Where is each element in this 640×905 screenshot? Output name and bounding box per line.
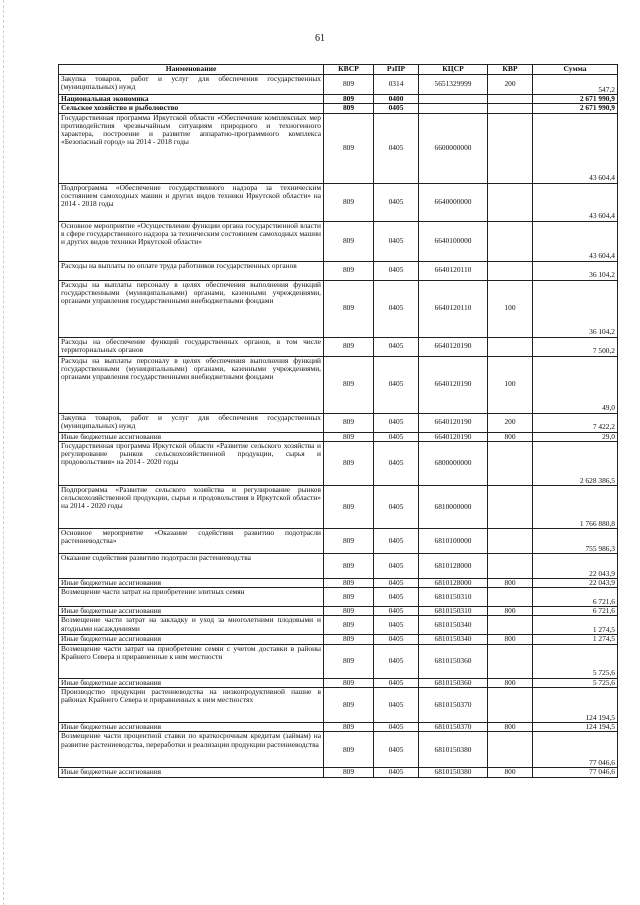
cell-kvsr: 809 bbox=[324, 588, 374, 607]
cell-rzpr: 0400 bbox=[374, 95, 419, 104]
cell-name: Подпрограмма «Развитие сельского хозяйства и регулирование рынков сельскохозяйственной продукции, сырья и продовольствия в Иркутской области» на 2014 - 2020 годы bbox=[59, 485, 324, 528]
cell-kvsr: 809 bbox=[324, 95, 374, 104]
cell-kvsr: 809 bbox=[324, 528, 374, 553]
cell-kcsr: 6810128000 bbox=[419, 578, 488, 587]
cell-kvr bbox=[488, 221, 533, 261]
table-row bbox=[59, 356, 618, 413]
cell-kvr: 800 bbox=[488, 635, 533, 644]
cell-kvsr: 809 bbox=[324, 337, 374, 356]
table-row bbox=[59, 261, 618, 280]
cell-kvr: 800 bbox=[488, 768, 533, 777]
cell-kvr bbox=[488, 732, 533, 768]
cell-rzpr: 0405 bbox=[374, 722, 419, 731]
header-kvr: КВР bbox=[488, 65, 533, 75]
cell-sum: 2 628 386,5 bbox=[533, 441, 618, 485]
table-row bbox=[59, 113, 618, 183]
table-row bbox=[59, 687, 618, 722]
cell-name: Иные бюджетные ассигнования bbox=[59, 432, 324, 441]
cell-sum: 1 274,5 bbox=[533, 635, 618, 644]
cell-name: Возмещение части затрат на приобретение элитных семян bbox=[59, 588, 324, 607]
cell-kvsr: 809 bbox=[324, 432, 374, 441]
page-number: 61 bbox=[315, 33, 325, 44]
cell-rzpr: 0405 bbox=[374, 578, 419, 587]
cell-kvr: 800 bbox=[488, 722, 533, 731]
cell-name: Возмещение части затрат на закладку и уход за многолетними плодовыми и ягодными насаждениями bbox=[59, 616, 324, 635]
cell-kvsr: 809 bbox=[324, 644, 374, 678]
cell-kvsr: 809 bbox=[324, 687, 374, 722]
cell-kvr bbox=[488, 113, 533, 183]
cell-name: Расходы на выплаты по оплате труда работников государственных органов bbox=[59, 261, 324, 280]
cell-kvsr: 809 bbox=[324, 221, 374, 261]
cell-kvr bbox=[488, 553, 533, 578]
cell-kvr: 800 bbox=[488, 678, 533, 687]
cell-kvr bbox=[488, 588, 533, 607]
cell-kcsr: 6810150310 bbox=[419, 588, 488, 607]
cell-rzpr: 0405 bbox=[374, 616, 419, 635]
cell-kvr bbox=[488, 687, 533, 722]
cell-sum: 2 671 990,9 bbox=[533, 95, 618, 104]
cell-rzpr: 0405 bbox=[374, 607, 419, 616]
cell-kvsr: 809 bbox=[324, 113, 374, 183]
cell-rzpr: 0405 bbox=[374, 588, 419, 607]
cell-kcsr: 6810150360 bbox=[419, 644, 488, 678]
cell-name: Возмещение части затрат на приобретение семян с учетом доставки в районы Крайнего Севера и приравненные к ним местности bbox=[59, 644, 324, 678]
cell-kcsr: 6810150380 bbox=[419, 732, 488, 768]
cell-kvsr: 809 bbox=[324, 678, 374, 687]
header-kcsr: КЦСР bbox=[419, 65, 488, 75]
cell-rzpr: 0405 bbox=[374, 687, 419, 722]
cell-kvr bbox=[488, 528, 533, 553]
cell-name: Возмещение части процентной ставки по краткосрочным кредитам (займам) на развитие растениеводства, переработки и реализации продукции растениеводства bbox=[59, 732, 324, 768]
cell-sum: 1 274,5 bbox=[533, 616, 618, 635]
cell-kvr bbox=[488, 337, 533, 356]
cell-kvsr: 809 bbox=[324, 607, 374, 616]
cell-kvsr: 809 bbox=[324, 104, 374, 113]
cell-name: Расходы на выплаты персоналу в целях обеспечения выполнения функций государственными (муниципальными) органами, казенными учреждениями, органами управления государственными внебюджетными фондами bbox=[59, 356, 324, 413]
cell-sum: 77 046,6 bbox=[533, 732, 618, 768]
cell-kcsr bbox=[419, 104, 488, 113]
cell-rzpr: 0405 bbox=[374, 644, 419, 678]
cell-rzpr: 0405 bbox=[374, 678, 419, 687]
cell-sum: 5 725,6 bbox=[533, 644, 618, 678]
cell-sum: 124 194,5 bbox=[533, 722, 618, 731]
cell-kvr: 100 bbox=[488, 280, 533, 337]
cell-sum: 36 104,2 bbox=[533, 280, 618, 337]
cell-rzpr: 0405 bbox=[374, 485, 419, 528]
cell-kvsr: 809 bbox=[324, 616, 374, 635]
cell-sum: 22 043,9 bbox=[533, 553, 618, 578]
table-row bbox=[59, 553, 618, 578]
cell-kcsr bbox=[419, 95, 488, 104]
table-row bbox=[59, 432, 618, 441]
cell-kvsr: 809 bbox=[324, 553, 374, 578]
cell-sum: 29,0 bbox=[533, 432, 618, 441]
cell-kvsr: 809 bbox=[324, 441, 374, 485]
cell-kvr: 800 bbox=[488, 578, 533, 587]
cell-kcsr: 6640120190 bbox=[419, 337, 488, 356]
cell-name: Закупка товаров, работ и услуг для обеспечения государственных (муниципальных) нужд bbox=[59, 75, 324, 95]
cell-name: Закупка товаров, работ и услуг для обеспечения государственных (муниципальных) нужд bbox=[59, 413, 324, 432]
cell-sum: 36 104,2 bbox=[533, 261, 618, 280]
cell-rzpr: 0405 bbox=[374, 432, 419, 441]
cell-sum: 43 604,4 bbox=[533, 221, 618, 261]
cell-name: Основное мероприятие «Оказание содействия развитию подотрасли растениеводства» bbox=[59, 528, 324, 553]
cell-kcsr: 6810150310 bbox=[419, 607, 488, 616]
cell-sum: 6 721,6 bbox=[533, 588, 618, 607]
cell-kvr: 800 bbox=[488, 432, 533, 441]
cell-name: Иные бюджетные ассигнования bbox=[59, 678, 324, 687]
cell-name: Иные бюджетные ассигнования bbox=[59, 768, 324, 777]
table-row bbox=[59, 221, 618, 261]
cell-rzpr: 0405 bbox=[374, 104, 419, 113]
cell-kvsr: 809 bbox=[324, 732, 374, 768]
cell-kcsr: 5651329999 bbox=[419, 75, 488, 95]
cell-kcsr: 6640100000 bbox=[419, 221, 488, 261]
cell-name: Государственная программа Иркутской области «Развитие сельского хозяйства и регулирование рынков сельскохозяйственной продукции, сырья и продовольствия» на 2014 - 2020 годы bbox=[59, 441, 324, 485]
cell-kvr: 800 bbox=[488, 607, 533, 616]
cell-kcsr: 6640120190 bbox=[419, 432, 488, 441]
cell-kvr bbox=[488, 183, 533, 221]
cell-rzpr: 0405 bbox=[374, 280, 419, 337]
table-row bbox=[59, 280, 618, 337]
cell-sum: 547,2 bbox=[533, 75, 618, 95]
cell-name: Расходы на обеспечение функций государственных органов, в том числе территориальных органов bbox=[59, 337, 324, 356]
cell-kvsr: 809 bbox=[324, 413, 374, 432]
table-row bbox=[59, 337, 618, 356]
cell-rzpr: 0405 bbox=[374, 768, 419, 777]
cell-kvr: 200 bbox=[488, 75, 533, 95]
cell-kvsr: 809 bbox=[324, 768, 374, 777]
cell-name: Подпрограмма «Обеспечение государственного надзора за техническим состоянием самоходных машин и других видов техники Иркутской области» на 2014 - 2018 годы bbox=[59, 183, 324, 221]
cell-rzpr: 0405 bbox=[374, 221, 419, 261]
cell-kcsr: 6810150340 bbox=[419, 616, 488, 635]
cell-sum: 7 422,2 bbox=[533, 413, 618, 432]
cell-kvr: 100 bbox=[488, 356, 533, 413]
cell-kcsr: 6640120190 bbox=[419, 413, 488, 432]
cell-kvr bbox=[488, 485, 533, 528]
cell-kcsr: 6640120190 bbox=[419, 356, 488, 413]
cell-sum: 22 043,9 bbox=[533, 578, 618, 587]
cell-kvsr: 809 bbox=[324, 485, 374, 528]
cell-name: Оказание содействия развитию подотрасли растениеводства bbox=[59, 553, 324, 578]
cell-kcsr: 6810150370 bbox=[419, 722, 488, 731]
cell-kvsr: 809 bbox=[324, 261, 374, 280]
cell-kcsr: 6810150380 bbox=[419, 768, 488, 777]
cell-name: Национальная экономика bbox=[59, 95, 324, 104]
table-header-row bbox=[59, 65, 618, 75]
cell-kcsr: 6810100000 bbox=[419, 528, 488, 553]
cell-kvr bbox=[488, 616, 533, 635]
cell-kcsr: 6800000000 bbox=[419, 441, 488, 485]
cell-kcsr: 6810128000 bbox=[419, 553, 488, 578]
cell-sum: 6 721,6 bbox=[533, 607, 618, 616]
cell-sum: 43 604,4 bbox=[533, 183, 618, 221]
cell-kvr: 200 bbox=[488, 413, 533, 432]
table-row bbox=[59, 104, 618, 113]
cell-name: Иные бюджетные ассигнования bbox=[59, 635, 324, 644]
header-rzpr: РзПР bbox=[374, 65, 419, 75]
cell-sum: 49,0 bbox=[533, 356, 618, 413]
cell-name: Производство продукции растениеводства на низкопродуктивной пашне в районах Крайнего Севера и приравненных к ним местностях bbox=[59, 687, 324, 722]
cell-rzpr: 0405 bbox=[374, 635, 419, 644]
cell-kvsr: 809 bbox=[324, 75, 374, 95]
cell-kvr bbox=[488, 104, 533, 113]
cell-rzpr: 0405 bbox=[374, 528, 419, 553]
table-row bbox=[59, 441, 618, 485]
cell-kcsr: 6810150370 bbox=[419, 687, 488, 722]
cell-kvr bbox=[488, 95, 533, 104]
cell-kvr bbox=[488, 644, 533, 678]
cell-sum: 1 766 880,8 bbox=[533, 485, 618, 528]
table-row bbox=[59, 635, 618, 644]
table-row bbox=[59, 75, 618, 95]
table-row bbox=[59, 413, 618, 432]
cell-name: Государственная программа Иркутской области «Обеспечение комплексных мер противодействия чрезвычайным ситуациям природного и техногенного характера, построение и развитие аппаратно-программного комплекса «Безопасный город» на 2014 - 2018 годы bbox=[59, 113, 324, 183]
cell-kvsr: 809 bbox=[324, 356, 374, 413]
cell-rzpr: 0405 bbox=[374, 356, 419, 413]
header-name: Наименование bbox=[59, 65, 324, 75]
table-row bbox=[59, 732, 618, 768]
cell-name: Расходы на выплаты персоналу в целях обеспечения выполнения функций государственными (муниципальными) органами, казенными учреждениями, органами управления государственными внебюджетными фондами bbox=[59, 280, 324, 337]
cell-kcsr: 6810000000 bbox=[419, 485, 488, 528]
cell-rzpr: 0405 bbox=[374, 337, 419, 356]
cell-kcsr: 6640000000 bbox=[419, 183, 488, 221]
cell-rzpr: 0405 bbox=[374, 261, 419, 280]
cell-kvsr: 809 bbox=[324, 722, 374, 731]
cell-kcsr: 6640120110 bbox=[419, 280, 488, 337]
cell-kvr bbox=[488, 261, 533, 280]
cell-sum: 5 725,6 bbox=[533, 678, 618, 687]
cell-rzpr: 0405 bbox=[374, 732, 419, 768]
cell-rzpr: 0405 bbox=[374, 183, 419, 221]
table-row bbox=[59, 183, 618, 221]
cell-sum: 43 604,4 bbox=[533, 113, 618, 183]
scan-edge-line bbox=[3, 0, 5, 905]
cell-sum: 77 046,6 bbox=[533, 768, 618, 777]
table-row bbox=[59, 616, 618, 635]
table-row bbox=[59, 528, 618, 553]
table-body bbox=[59, 75, 618, 778]
cell-name: Иные бюджетные ассигнования bbox=[59, 578, 324, 587]
cell-name: Основное мероприятие «Осуществление функции органа государственной власти в сфере государственного надзора за техническим состоянием самоходных машин и других видов техники Иркутской области» bbox=[59, 221, 324, 261]
cell-kvr bbox=[488, 441, 533, 485]
cell-kvsr: 809 bbox=[324, 635, 374, 644]
cell-rzpr: 0314 bbox=[374, 75, 419, 95]
cell-rzpr: 0405 bbox=[374, 113, 419, 183]
table-row bbox=[59, 644, 618, 678]
cell-kvsr: 809 bbox=[324, 183, 374, 221]
cell-sum: 7 500,2 bbox=[533, 337, 618, 356]
table-row bbox=[59, 768, 618, 777]
table-row bbox=[59, 485, 618, 528]
cell-kcsr: 6600000000 bbox=[419, 113, 488, 183]
budget-table bbox=[58, 64, 618, 778]
cell-sum: 2 671 990,9 bbox=[533, 104, 618, 113]
cell-rzpr: 0405 bbox=[374, 441, 419, 485]
cell-kvsr: 809 bbox=[324, 280, 374, 337]
table-row bbox=[59, 588, 618, 607]
cell-name: Иные бюджетные ассигнования bbox=[59, 607, 324, 616]
cell-kcsr: 6640120110 bbox=[419, 261, 488, 280]
cell-sum: 755 986,3 bbox=[533, 528, 618, 553]
cell-name: Иные бюджетные ассигнования bbox=[59, 722, 324, 731]
cell-kcsr: 6810150340 bbox=[419, 635, 488, 644]
header-sum: Сумма bbox=[533, 65, 618, 75]
cell-kcsr: 6810150360 bbox=[419, 678, 488, 687]
cell-name: Сельское хозяйство и рыболовство bbox=[59, 104, 324, 113]
cell-kvsr: 809 bbox=[324, 578, 374, 587]
cell-sum: 124 194,5 bbox=[533, 687, 618, 722]
cell-rzpr: 0405 bbox=[374, 413, 419, 432]
cell-rzpr: 0405 bbox=[374, 553, 419, 578]
header-kvsr: КВСР bbox=[324, 65, 374, 75]
